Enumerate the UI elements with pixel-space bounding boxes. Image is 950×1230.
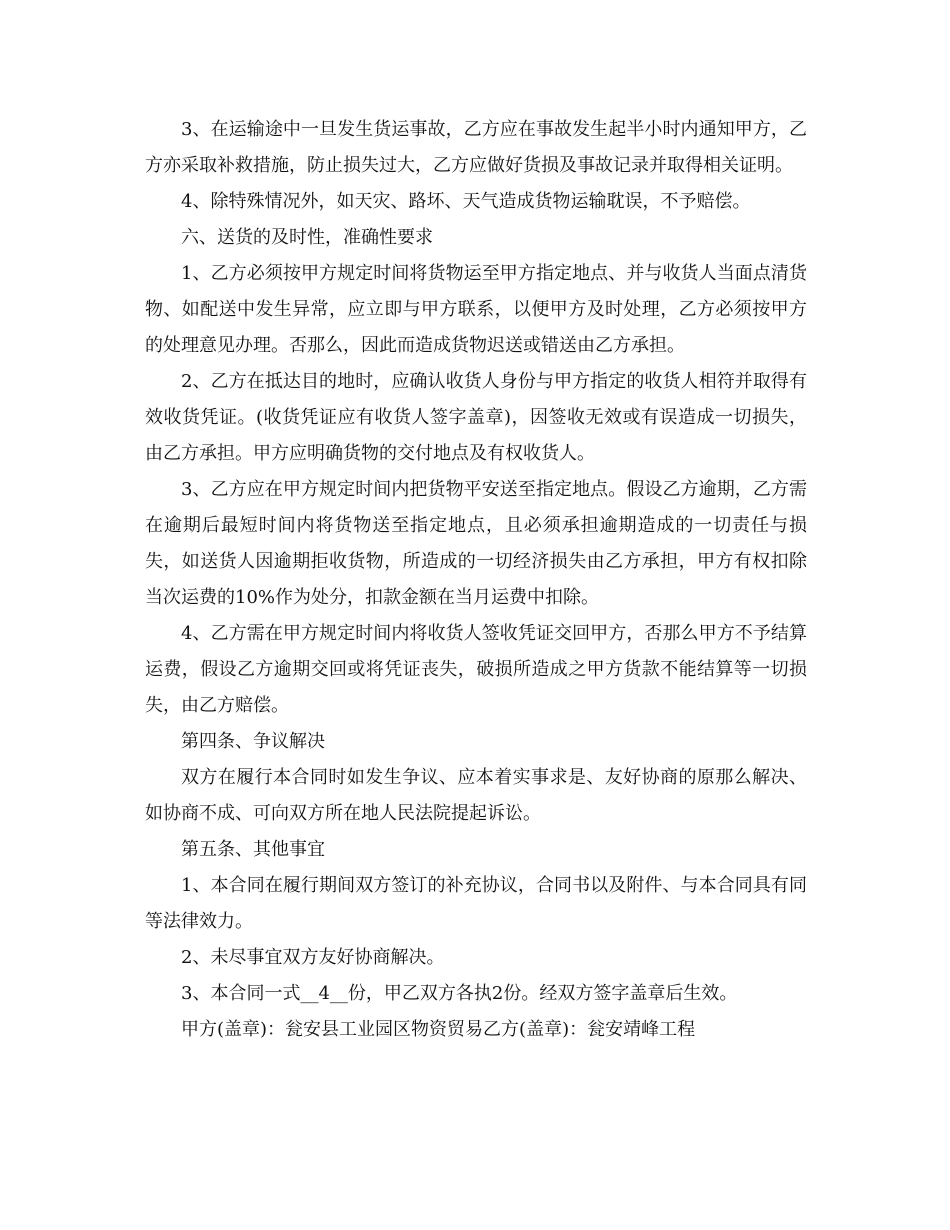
clause-voucher-return: 4、乙方需在甲方规定时间内将收货人签收凭证交回甲方，否那么甲方不予结算运费，假设乙方逾期交回或将凭证丧失，破损所造成之甲方货款不能结算等一切损失，由乙方赔偿。 [145,623,807,716]
clause-force-majeure: 4、除特殊情况外，如天灾、路坏、天气造成货物运输耽误，不予赔偿。 [181,191,751,212]
document-body [145,112,807,1048]
clause-receipt-verification: 2、乙方在抵达目的地时，应确认收货人身份与甲方指定的收货人相符并取得有效收货凭证。(收货凭证应有收货人签字盖章)，因签收无效或有误造成一切损失，由乙方承担。甲方应明确货物的交付地点及有权收货人。 [145,371,807,464]
clause-supplementary-agreement: 1、本合同在履行期间双方签订的补充协议，合同书以及附件、与本合同具有同等法律效力。 [145,875,807,932]
clause-overdue-penalty: 3、乙方应在甲方规定时间内把货物平安送至指定地点。假设乙方逾期，乙方需在逾期后最短时间内将货物送至指定地点，且必须承担逾期造成的一切责任与损失，如送货人因逾期拒收货物，所造成的一切经济损失由乙方承担，甲方有权扣除当次运费的10%作为处分，扣款金额在当月运费中扣除。 [145,479,807,608]
signature-parties: 甲方(盖章)：瓮安县工业园区物资贸易乙方(盖章)：瓮安靖峰工程 [181,1019,696,1040]
clause-delivery-time: 1、乙方必须按甲方规定时间将货物运至甲方指定地点、并与收货人当面点清货物、如配送中发生异常，应立即与甲方联系，以便甲方及时处理，乙方必须按甲方的处理意见办理。否那么，因此而造成货物迟送或错送由乙方承担。 [145,263,807,356]
article-heading-other: 第五条、其他事宜 [181,839,325,860]
clause-accident-notice: 3、在运输途中一旦发生货运事故，乙方应在事故发生起半小时内通知甲方，乙方亦采取补救措施，防止损失过大，乙方应做好货损及事故记录并取得相关证明。 [145,119,807,176]
section-heading-delivery: 六、送货的及时性，准确性要求 [181,227,433,248]
article-heading-dispute: 第四条、争议解决 [181,731,325,752]
clause-dispute-resolution: 双方在履行本合同时如发生争议、应本着实事求是、友好协商的原那么解决、如协商不成、可向双方所在地人民法院提起诉讼。 [145,767,807,824]
clause-unresolved-matters: 2、未尽事宜双方友好协商解决。 [181,947,445,968]
clause-copies: 3、本合同一式__4__份，甲乙双方各执2份。经双方签字盖章后生效。 [181,983,738,1004]
